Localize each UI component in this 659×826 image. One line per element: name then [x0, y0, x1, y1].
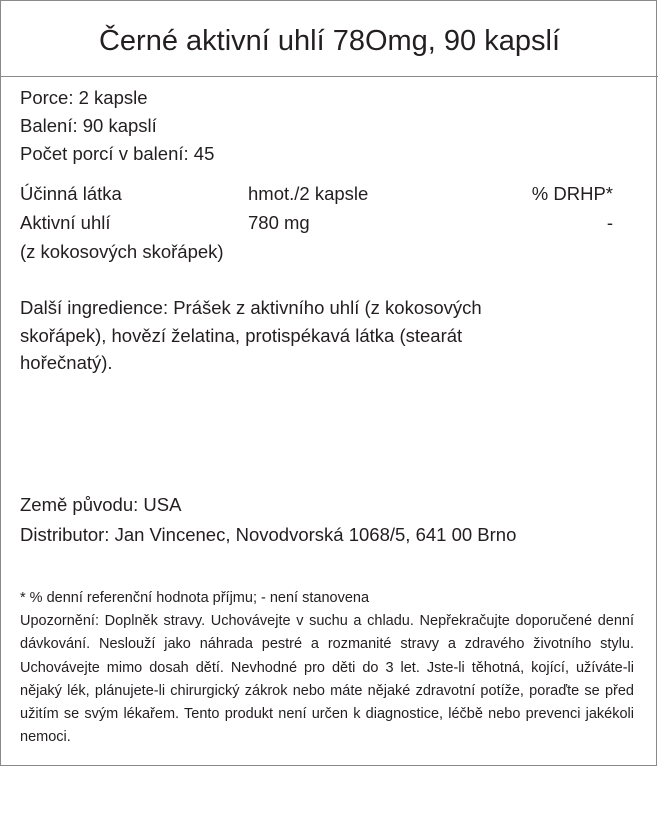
country-of-origin: Země původu: USA	[20, 494, 182, 515]
warning-text: Upozornění: Doplněk stravy. Uchovávejte v suchu a chladu. Nepřekračujte doporučené denní dávkování. Neslouží jako náhrada pestré a rozmanité stravy a zdravého životního stylu. Uchovávejte mimo dosah dětí. Nevhodné pro děti do 3 let. Jste-li těhotná, kojící, užíváte-li nějaký lék, plánujete-li chirurgický zákrok nebo máte nějaké zdravotní potíže, poraďte se před užitím se svým lékařem. Tento produkt není určen k diagnostice, léčbě nebo prevenci jakékoli nemoci.	[20, 613, 634, 746]
servings-per-package: Počet porcí v balení: 45	[20, 143, 215, 164]
table-row-amount: 780 mg	[248, 212, 310, 233]
serving-package: Balení: 90 kapslí	[20, 115, 157, 136]
title-divider	[1, 76, 658, 77]
table-header-ingredient: Účinná látka	[20, 183, 122, 204]
other-ingredients: Další ingredience: Prášek z aktivního uhlí (z kokosových skořápek), hovězí želatina, protispékavá látka (stearát hořečnatý).	[20, 297, 482, 373]
table-header-drhp: % DRHP*	[531, 183, 613, 204]
distributor: Distributor: Jan Vincenec, Novodvorská 1068/5, 641 00 Brno	[20, 524, 517, 545]
table-row-ingredient: Aktivní uhlí	[20, 212, 111, 233]
table-header-amount: hmot./2 kapsle	[248, 183, 369, 204]
product-title: Černé aktivní uhlí 78Omg, 90 kapslí	[98, 25, 560, 57]
serving-portion: Porce: 2 kapsle	[20, 87, 148, 108]
table-row-note: (z kokosových skořápek)	[20, 241, 224, 262]
table-row-drhp: -	[606, 212, 613, 233]
drhp-footnote: * % denní referenční hodnota příjmu; - není stanovena	[20, 590, 370, 606]
